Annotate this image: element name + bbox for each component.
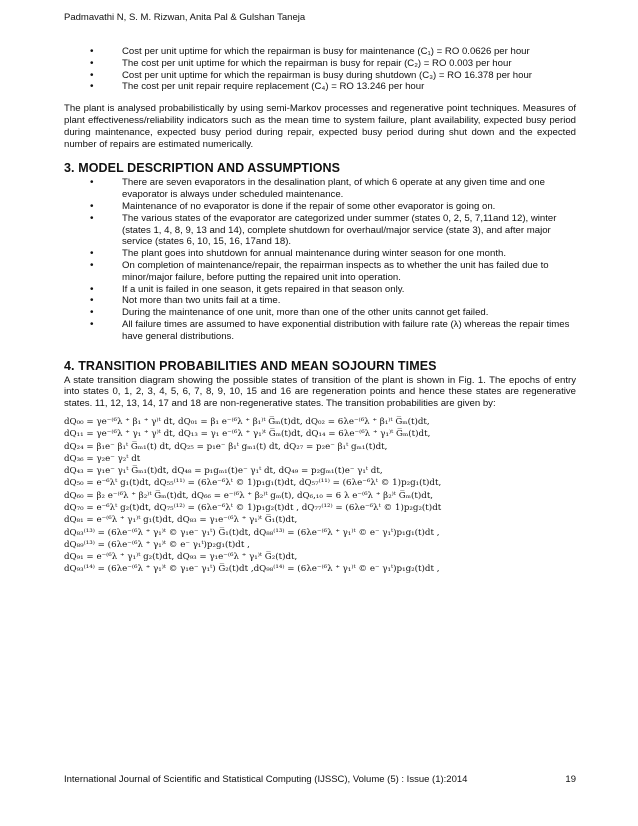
equation-line: dQ₅₀ = e⁻⁶λᵗ g₁(t)dt, dQ₅₅⁽¹¹⁾ = (6λe⁻⁶λᵗ © 1)p₁g₁(t)dt, dQ₅₇⁽¹¹⁾ = (6λe⁻⁶λᵗ © 1)p₂g₁(t)dt, bbox=[64, 478, 442, 489]
assumptions-list bbox=[64, 177, 576, 342]
equation-line: dQ₉₁ = e⁻⁽⁶λ ⁺ γ₁⁾ᵗ g₂(t)dt, dQ₉₃ = γ₁e⁻⁽⁶λ ⁺ γ₁⁾ᵗ G̅₂(t)dt, bbox=[64, 552, 298, 563]
equation-line: dQ₀₀ = γe⁻⁽⁶λ ⁺ β₁ ⁺ γ⁾ᵗ dt, dQ₀₁ = β₁ e⁻⁽⁶λ ⁺ β₁⁾ᵗ G̅ₘ(t)dt, dQ₀₂ = 6λe⁻⁽⁶λ ⁺ β₁⁾ᵗ G̅ₘ(t)dt, bbox=[64, 416, 430, 427]
equation-line: dQ₈₃⁽¹³⁾ = (6λe⁻⁽⁶λ ⁺ γ₁⁾ᵗ © γ₁e⁻ γ₁ᵗ) G̅₁(t)dt, dQ₈₈⁽¹³⁾ = (6λe⁻⁽⁶λ ⁺ γ₁⁾ᵗ © e⁻ γ₁ᵗ)p₁g₁(t)dt , bbox=[64, 527, 440, 538]
equation-line: dQ₃₆ = γ₂e⁻ γ₂ᵗ dt bbox=[64, 453, 141, 464]
equation-line: dQ₁₁ = γe⁻⁽⁶λ ⁺ γ₁ ⁺ γ⁾ᵗ dt, dQ₁₃ = γ₁ e⁻⁽⁶λ ⁺ γ₁⁾ᵗ G̅ₘ(t)dt, dQ₁₄ = 6λe⁻⁽⁶λ ⁺ γ₁⁾ᵗ G̅ₘ(t)dt, bbox=[64, 429, 431, 440]
intro-paragraph: The plant is analysed probabilistically by using semi-Markov processes and regenerative point techniques. Measures of plant effectiveness/reliability indicators such as the mean time to system failure, plant availability, expected busy period during maintenance, expected busy period during repair, expected busy period during shut down and the expected number of repairs are estimated numerically. bbox=[64, 103, 576, 150]
page-footer bbox=[64, 774, 576, 785]
list-item: • The plant goes into shutdown for annual maintenance during winter season for one month. bbox=[90, 248, 576, 260]
equations-block bbox=[64, 416, 576, 576]
equation-line: dQ₈₉⁽¹³⁾ = (6λe⁻⁽⁶λ ⁺ γ₁⁾ᵗ © e⁻ γ₁ᵗ)p₂g₁(t)dt , bbox=[64, 539, 250, 550]
cost-list bbox=[64, 46, 576, 93]
running-header: Padmavathi N, S. M. Rizwan, Anita Pal & Gulshan Taneja bbox=[64, 12, 306, 23]
section-4-paragraph: A state transition diagram showing the possible states of transition of the plant is shown in Fig. 1. The epochs of entry into states 0, 1, 2, 3, 4, 5, 6, 7, 8, 9, 10, 15 and 16 are regeneration points and hence these states are regenerative states. 11, 12, 13, 14, 17 and 18 are non-regenerative states. The transition probabilities are given by: bbox=[64, 374, 576, 410]
section-4-heading: 4. TRANSITION PROBABILITIES AND MEAN SOJOURN TIMES bbox=[64, 358, 437, 373]
list-item: • There are seven evaporators in the desalination plant, of which 6 operate at any given time and one evaporator is always under scheduled maintenance. bbox=[90, 177, 576, 201]
equation-line: dQ₈₁ = e⁻⁽⁶λ ⁺ γ₁⁾ᵗ g₁(t)dt, dQ₈₃ = γ₁e⁻⁽⁶λ ⁺ γ₁⁾ᵗ G̅₁(t)dt, bbox=[64, 515, 298, 526]
equation-line: dQ₄₃ = γ₁e⁻ γ₁ᵗ G̅ₘ₁(t)dt, dQ₄₈ = p₁gₘ₁(t)e⁻ γ₁ᵗ dt, dQ₄₉ = p₂gₘ₁(t)e⁻ γ₁ᵗ dt, bbox=[64, 466, 383, 477]
equation-line: dQ₇₀ = e⁻⁶λᵗ g₂(t)dt, dQ₇₅⁽¹²⁾ = (6λe⁻⁶λᵗ © 1)p₁g₂(t)dt , dQ₇₇⁽¹²⁾ = (6λe⁻⁶λᵗ © 1)p₂g₂(t)dt bbox=[64, 503, 442, 513]
list-item: • The various states of the evaporator are categorized under summer (states 0, 2, 5, 7,11and 12), winter (states 1, 4, 8, 9, 13 and 14), complete shutdown for overhaul/major service (state 3), and after major service (states 6, 10, 15, 16, 17and 18). bbox=[90, 213, 576, 248]
section-3-heading: 3. MODEL DESCRIPTION AND ASSUMPTIONS bbox=[64, 161, 341, 176]
list-item: • Cost per unit uptime for which the repairman is busy for maintenance (C₁) = RO 0.0626 per hour bbox=[90, 46, 576, 58]
equation-line: dQ₆₀ = β₂ e⁻⁽⁶λ ⁺ β₂⁾ᵗ G̅ₘ(t)dt, dQ₆₆ = e⁻⁽⁶λ ⁺ β₂⁾ᵗ gₘ(t), dQ₆,₁₀ = 6 λ e⁻⁽⁶λ ⁺ β₂⁾ᵗ G̅ₘ(t)dt, bbox=[64, 490, 434, 501]
list-item: • If a unit is failed in one season, it gets repaired in that season only. bbox=[90, 284, 576, 296]
list-item: • The cost per unit uptime for which the repairman is busy for repair (C₂) = RO 0.003 per hour bbox=[90, 58, 576, 70]
page-number: 19 bbox=[565, 774, 576, 785]
list-item: • All failure times are assumed to have exponential distribution with failure rate (λ) whereas the repair times have general distributions. bbox=[90, 319, 576, 343]
list-item: • Maintenance of no evaporator is done if the repair of some other evaporator is going on. bbox=[90, 201, 576, 213]
journal-citation: International Journal of Scientific and Statistical Computing (IJSSC), Volume (5) : Issue (1):2014 bbox=[64, 774, 468, 785]
list-item: • The cost per unit repair require replacement (C₄) = RO 13.246 per hour bbox=[90, 81, 576, 93]
page-content bbox=[64, 46, 576, 576]
equation-line: dQ₂₄ = β₁e⁻ β₁ᵗ G̅ₘ₁(t) dt, dQ₂₅ = p₁e⁻ β₁ᵗ gₘ₁(t) dt, dQ₂₇ = p₂e⁻ β₁ᵗ gₘ₁(t)dt, bbox=[64, 441, 388, 452]
list-item: • On completion of maintenance/repair, the repairman inspects as to whether the unit has failed due to minor/major failure, before putting the repaired unit into operation. bbox=[90, 260, 576, 284]
equation-line: dQ₉₃⁽¹⁴⁾ = (6λe⁻⁽⁶λ ⁺ γ₁⁾ᵗ © γ₁e⁻ γ₁ᵗ) G̅₂(t)dt ,dQ₉₈⁽¹⁴⁾ = (6λe⁻⁽⁶λ ⁺ γ₁⁾ᵗ © e⁻ γ₁ᵗ)p₁g₂(t)dt , bbox=[64, 564, 440, 575]
list-item: • Not more than two units fail at a time. bbox=[90, 295, 576, 307]
list-item: • Cost per unit uptime for which the repairman is busy during shutdown (C₃) = RO 16.378 per hour bbox=[90, 70, 576, 82]
list-item: • During the maintenance of one unit, more than one of the other units cannot get failed. bbox=[90, 307, 576, 319]
